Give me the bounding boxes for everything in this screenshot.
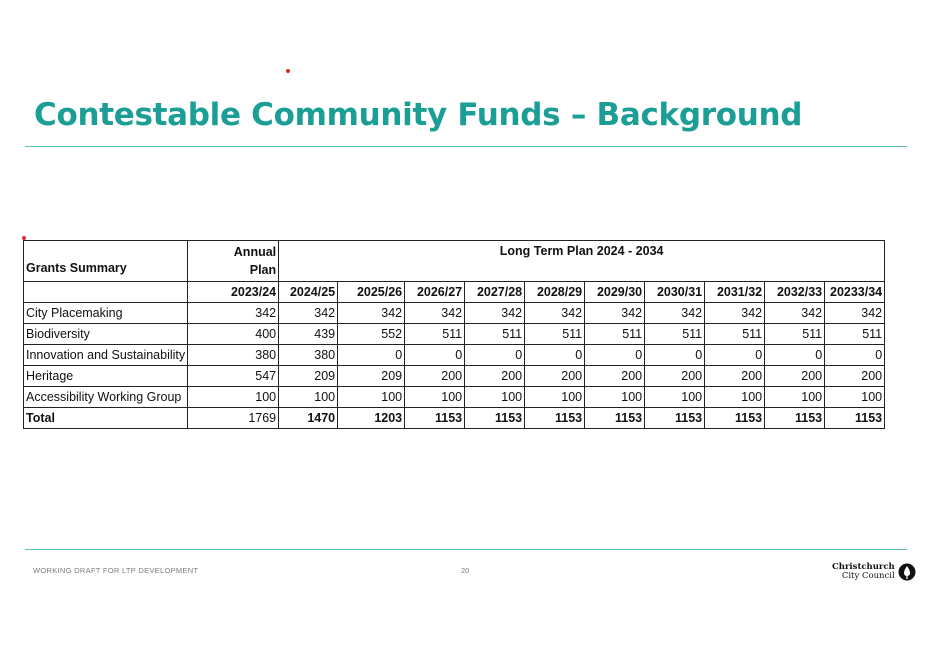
cell-value: 511 — [765, 324, 825, 345]
cell-value: 511 — [825, 324, 885, 345]
cell-value: 342 — [525, 303, 585, 324]
council-emblem-icon — [898, 563, 916, 581]
cell-value: 1153 — [525, 408, 585, 429]
table-row — [24, 324, 885, 345]
cell-value: 511 — [465, 324, 525, 345]
cell-value: 100 — [585, 387, 645, 408]
cell-value: 100 — [338, 387, 405, 408]
year-header: 2025/26 — [338, 282, 405, 303]
annual-plan-header: Annual Plan — [188, 241, 279, 282]
grants-summary-header: Grants Summary — [24, 241, 188, 282]
draft-label: WORKING DRAFT FOR LTP DEVELOPMENT — [33, 566, 199, 575]
cell-value: 342 — [825, 303, 885, 324]
cell-value: 100 — [525, 387, 585, 408]
year-header: 2028/29 — [525, 282, 585, 303]
cell-value: 1153 — [705, 408, 765, 429]
cell-value: 200 — [525, 366, 585, 387]
cell-value: 200 — [645, 366, 705, 387]
cell-value: 1203 — [338, 408, 405, 429]
total-row — [24, 408, 885, 429]
cell-value: 342 — [585, 303, 645, 324]
cell-value: 380 — [279, 345, 338, 366]
cell-value: 100 — [705, 387, 765, 408]
table-row — [24, 366, 885, 387]
cell-value: 342 — [338, 303, 405, 324]
cell-value: 200 — [825, 366, 885, 387]
grants-summary-table — [23, 240, 885, 429]
cell-value: 439 — [279, 324, 338, 345]
cell-value: 200 — [405, 366, 465, 387]
cell-value: 100 — [645, 387, 705, 408]
cell-value: 0 — [645, 345, 705, 366]
table-row — [24, 303, 885, 324]
row-label: Accessibility Working Group — [24, 387, 188, 408]
cell-value: 1153 — [645, 408, 705, 429]
cell-value: 1470 — [279, 408, 338, 429]
year-header: 2031/32 — [705, 282, 765, 303]
cell-value: 511 — [525, 324, 585, 345]
cell-value: 342 — [645, 303, 705, 324]
row-label: Heritage — [24, 366, 188, 387]
year-header: 2029/30 — [585, 282, 645, 303]
year-header: 2027/28 — [465, 282, 525, 303]
year-header-blank — [24, 282, 188, 303]
logo-line-2: City Council — [841, 571, 895, 581]
cell-value: 209 — [338, 366, 405, 387]
cell-value: 1153 — [585, 408, 645, 429]
cell-value: 0 — [465, 345, 525, 366]
cell-value: 0 — [525, 345, 585, 366]
cell-value: 400 — [188, 324, 279, 345]
year-header-row — [24, 282, 885, 303]
slide-title: Contestable Community Funds – Background — [34, 97, 803, 133]
cell-value: 511 — [645, 324, 705, 345]
row-label: Total — [24, 408, 188, 429]
marker-dot — [286, 69, 290, 73]
row-label: Innovation and Sustainability — [24, 345, 188, 366]
cell-value: 200 — [585, 366, 645, 387]
ltp-header-spacer — [279, 261, 885, 282]
year-header: 2032/33 — [765, 282, 825, 303]
year-header: 2024/25 — [279, 282, 338, 303]
council-logo — [832, 563, 916, 581]
cell-value: 1769 — [188, 408, 279, 429]
cell-value: 0 — [405, 345, 465, 366]
cell-value: 100 — [465, 387, 525, 408]
cell-value: 342 — [765, 303, 825, 324]
cell-value: 342 — [705, 303, 765, 324]
cell-value: 209 — [279, 366, 338, 387]
cell-value: 0 — [585, 345, 645, 366]
footer-divider — [25, 549, 907, 550]
title-divider — [25, 146, 907, 147]
cell-value: 342 — [188, 303, 279, 324]
cell-value: 552 — [338, 324, 405, 345]
cell-value: 0 — [705, 345, 765, 366]
cell-value: 0 — [825, 345, 885, 366]
ltp-header: Long Term Plan 2024 - 2034 — [279, 241, 885, 262]
cell-value: 342 — [279, 303, 338, 324]
year-header: 2023/24 — [188, 282, 279, 303]
year-header: 2026/27 — [405, 282, 465, 303]
cell-value: 100 — [279, 387, 338, 408]
grants-table-body — [24, 303, 885, 429]
cell-value: 100 — [188, 387, 279, 408]
cell-value: 1153 — [465, 408, 525, 429]
cell-value: 100 — [825, 387, 885, 408]
logo-line-1: Christchurch — [832, 562, 895, 572]
row-label: City Placemaking — [24, 303, 188, 324]
cell-value: 1153 — [765, 408, 825, 429]
cell-value: 0 — [765, 345, 825, 366]
row-label: Biodiversity — [24, 324, 188, 345]
table-row — [24, 345, 885, 366]
cell-value: 200 — [465, 366, 525, 387]
cell-value: 0 — [338, 345, 405, 366]
year-header: 2030/31 — [645, 282, 705, 303]
page-number: 20 — [461, 566, 470, 575]
cell-value: 1153 — [825, 408, 885, 429]
cell-value: 100 — [405, 387, 465, 408]
cell-value: 511 — [705, 324, 765, 345]
cell-value: 200 — [765, 366, 825, 387]
cell-value: 342 — [405, 303, 465, 324]
cell-value: 342 — [465, 303, 525, 324]
cell-value: 380 — [188, 345, 279, 366]
table-row — [24, 387, 885, 408]
cell-value: 200 — [705, 366, 765, 387]
cell-value: 511 — [585, 324, 645, 345]
cell-value: 100 — [765, 387, 825, 408]
cell-value: 547 — [188, 366, 279, 387]
cell-value: 511 — [405, 324, 465, 345]
year-header: 20233/34 — [825, 282, 885, 303]
cell-value: 1153 — [405, 408, 465, 429]
